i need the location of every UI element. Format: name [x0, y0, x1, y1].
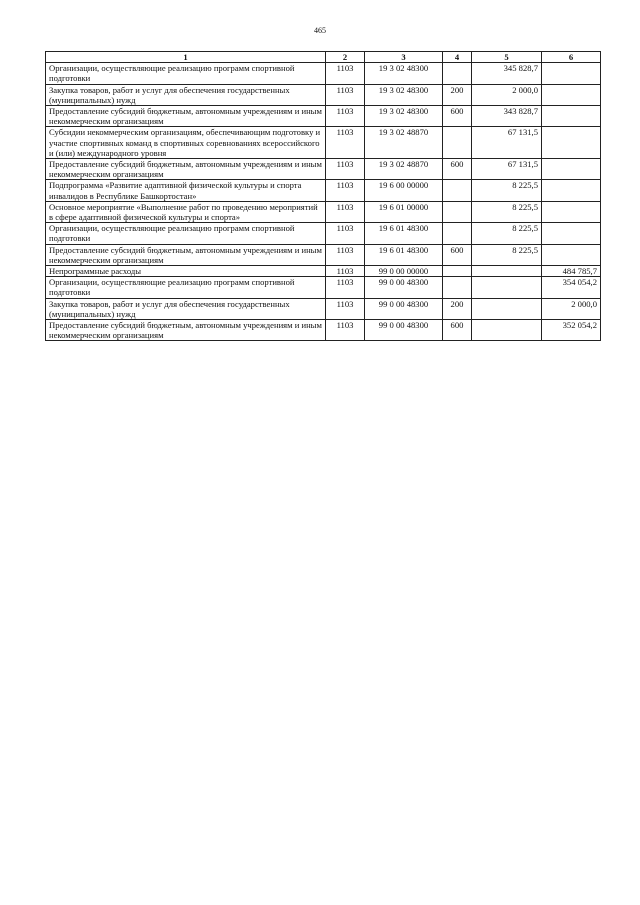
row-column6-value: 354 054,2 [542, 277, 601, 298]
table-row [46, 244, 601, 265]
row-section-cell: 1103 [326, 127, 365, 159]
row-name-cell: Предоставление субсидий бюджетным, автономным учреждениям и иным некоммерческим организациям [46, 106, 326, 127]
row-name-cell: Предоставление субсидий бюджетным, автономным учреждениям и иным некоммерческим организациям [46, 159, 326, 180]
table-row [46, 223, 601, 244]
row-column5-value: 343 828,7 [472, 106, 542, 127]
row-section-cell: 1103 [326, 159, 365, 180]
row-column6-value: 484 785,7 [542, 266, 601, 277]
row-column5-value: 8 225,5 [472, 244, 542, 265]
table-row [46, 298, 601, 319]
budget-table [45, 51, 601, 341]
row-code-cell: 19 3 02 48870 [365, 127, 443, 159]
row-column6-value [542, 63, 601, 84]
row-column6-value [542, 223, 601, 244]
row-column6-value [542, 106, 601, 127]
row-code-cell: 19 6 00 00000 [365, 180, 443, 201]
row-name-cell: Основное мероприятие «Выполнение работ по проведению мероприятий в сфере адаптивной физической культуры и спорта» [46, 201, 326, 222]
row-column6-value [542, 159, 601, 180]
row-type-cell [443, 277, 472, 298]
row-type-cell [443, 180, 472, 201]
row-column5-value [472, 298, 542, 319]
table-row [46, 201, 601, 222]
row-section-cell: 1103 [326, 277, 365, 298]
row-type-cell: 600 [443, 159, 472, 180]
row-type-cell: 600 [443, 106, 472, 127]
row-name-cell: Закупка товаров, работ и услуг для обеспечения государственных (муниципальных) нужд [46, 84, 326, 105]
page-number: 465 [314, 26, 326, 35]
row-section-cell: 1103 [326, 320, 365, 341]
row-column6-value [542, 84, 601, 105]
row-column6-value: 2 000,0 [542, 298, 601, 319]
row-column6-value [542, 180, 601, 201]
table-row [46, 180, 601, 201]
row-section-cell: 1103 [326, 266, 365, 277]
row-name-cell: Организации, осуществляющие реализацию программ спортивной подготовки [46, 223, 326, 244]
row-code-cell: 19 6 01 48300 [365, 244, 443, 265]
row-column5-value [472, 266, 542, 277]
row-name-cell: Организации, осуществляющие реализацию программ спортивной подготовки [46, 277, 326, 298]
row-section-cell: 1103 [326, 106, 365, 127]
row-type-cell: 200 [443, 298, 472, 319]
row-code-cell: 19 3 02 48870 [365, 159, 443, 180]
row-type-cell [443, 63, 472, 84]
row-column5-value: 2 000,0 [472, 84, 542, 105]
row-section-cell: 1103 [326, 244, 365, 265]
row-code-cell: 19 6 01 00000 [365, 201, 443, 222]
row-type-cell: 200 [443, 84, 472, 105]
row-column6-value [542, 201, 601, 222]
table-header-row [46, 52, 601, 63]
row-code-cell: 99 0 00 48300 [365, 298, 443, 319]
row-name-cell: Закупка товаров, работ и услуг для обеспечения государственных (муниципальных) нужд [46, 298, 326, 319]
row-type-cell: 600 [443, 320, 472, 341]
row-name-cell: Подпрограмма «Развитие адаптивной физической культуры и спорта инвалидов в Республике Башкортостан» [46, 180, 326, 201]
row-name-cell: Субсидии некоммерческим организациям, обеспечивающим подготовку и участие спортивных команд в спортивных соревнованиях всероссийского и (или) международного уровня [46, 127, 326, 159]
table-row [46, 266, 601, 277]
column-header: 5 [472, 52, 542, 63]
table-row [46, 277, 601, 298]
column-header: 3 [365, 52, 443, 63]
row-name-cell: Предоставление субсидий бюджетным, автономным учреждениям и иным некоммерческим организациям [46, 244, 326, 265]
row-code-cell: 19 3 02 48300 [365, 63, 443, 84]
row-section-cell: 1103 [326, 180, 365, 201]
row-column6-value [542, 127, 601, 159]
table-row [46, 84, 601, 105]
row-code-cell: 99 0 00 00000 [365, 266, 443, 277]
row-column5-value: 67 131,5 [472, 127, 542, 159]
column-header: 2 [326, 52, 365, 63]
column-header: 6 [542, 52, 601, 63]
row-column5-value: 345 828,7 [472, 63, 542, 84]
row-code-cell: 19 6 01 48300 [365, 223, 443, 244]
row-name-cell: Непрограммные расходы [46, 266, 326, 277]
row-column5-value: 8 225,5 [472, 180, 542, 201]
row-section-cell: 1103 [326, 223, 365, 244]
table-row [46, 159, 601, 180]
table-row [46, 106, 601, 127]
row-code-cell: 99 0 00 48300 [365, 320, 443, 341]
row-type-cell [443, 266, 472, 277]
row-column5-value: 8 225,5 [472, 201, 542, 222]
row-type-cell: 600 [443, 244, 472, 265]
row-code-cell: 19 3 02 48300 [365, 84, 443, 105]
column-header: 1 [46, 52, 326, 63]
row-name-cell: Организации, осуществляющие реализацию программ спортивной подготовки [46, 63, 326, 84]
row-column6-value: 352 054,2 [542, 320, 601, 341]
row-section-cell: 1103 [326, 84, 365, 105]
column-header: 4 [443, 52, 472, 63]
row-section-cell: 1103 [326, 201, 365, 222]
table-row [46, 127, 601, 159]
row-section-cell: 1103 [326, 298, 365, 319]
row-type-cell [443, 127, 472, 159]
row-section-cell: 1103 [326, 63, 365, 84]
row-column5-value [472, 277, 542, 298]
row-column6-value [542, 244, 601, 265]
row-type-cell [443, 223, 472, 244]
row-code-cell: 99 0 00 48300 [365, 277, 443, 298]
row-name-cell: Предоставление субсидий бюджетным, автономным учреждениям и иным некоммерческим организациям [46, 320, 326, 341]
row-column5-value: 67 131,5 [472, 159, 542, 180]
row-code-cell: 19 3 02 48300 [365, 106, 443, 127]
row-column5-value [472, 320, 542, 341]
row-type-cell [443, 201, 472, 222]
table-row [46, 63, 601, 84]
row-column5-value: 8 225,5 [472, 223, 542, 244]
table-row [46, 320, 601, 341]
